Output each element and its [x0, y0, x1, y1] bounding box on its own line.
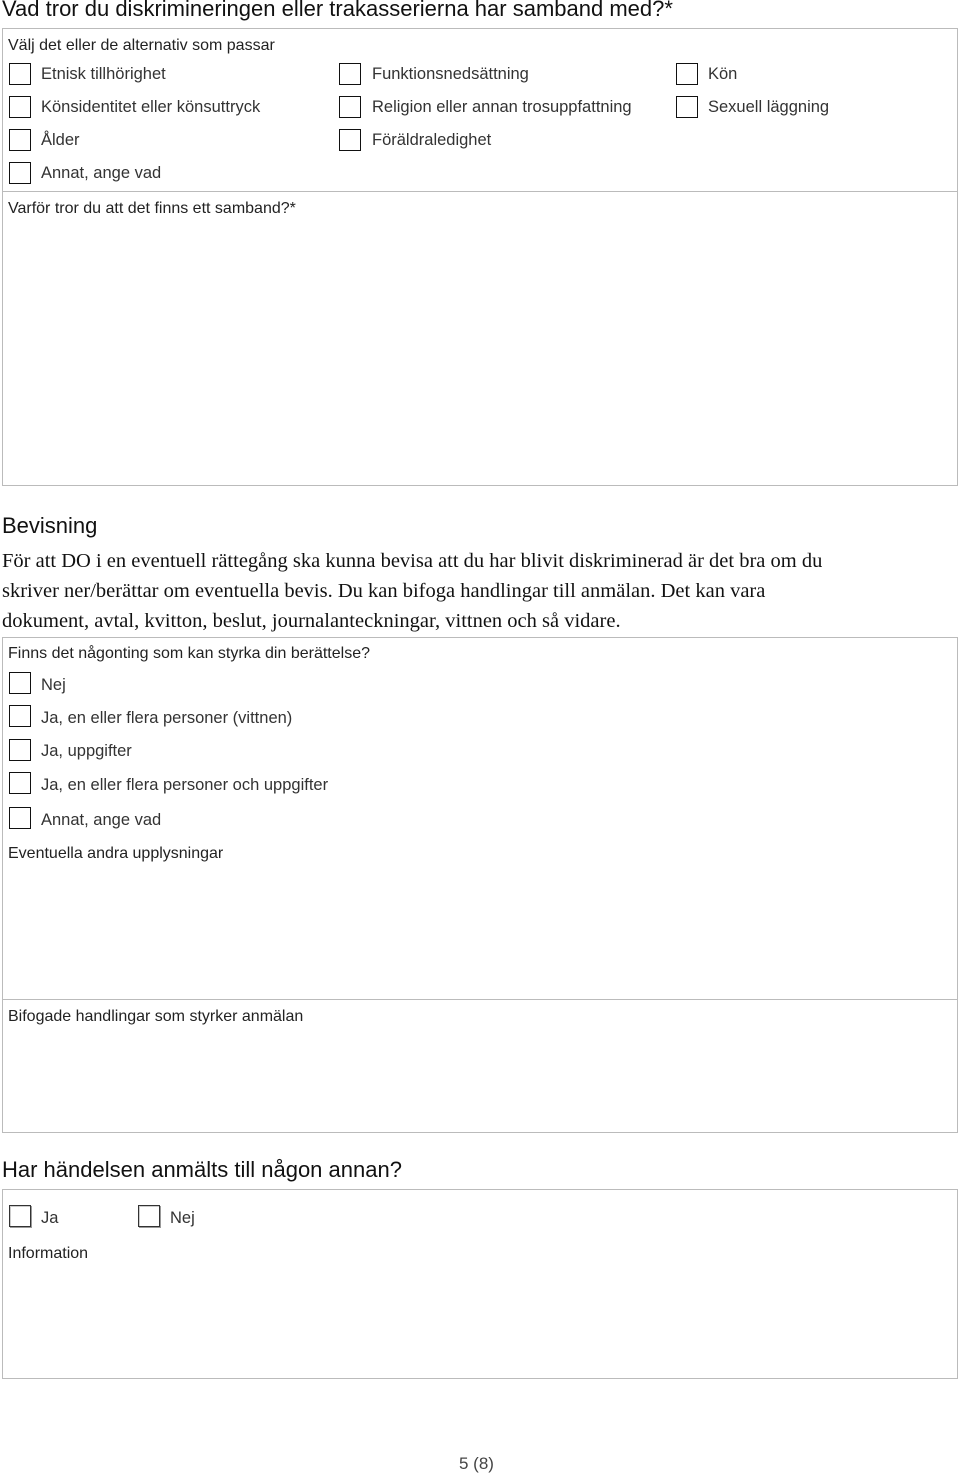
why-connection-textarea[interactable]: [3, 222, 957, 484]
other-info-label: Eventuella andra upplysningar: [8, 845, 224, 862]
option-label: Könsidentitet eller könsuttryck: [41, 98, 261, 116]
section-divider: [2, 191, 958, 192]
option-label: Ålder: [41, 131, 80, 149]
checkbox-ja-reported[interactable]: [9, 1205, 31, 1227]
checkbox-religion[interactable]: [339, 96, 361, 118]
information-textarea[interactable]: [3, 1267, 957, 1377]
reported-heading: Har händelsen anmälts till någon annan?: [2, 1157, 402, 1182]
checkbox-ja-vittnen[interactable]: [9, 705, 31, 727]
checkbox-sexuell-laggning[interactable]: [676, 96, 698, 118]
option-label: Religion eller annan trosuppfattning: [372, 98, 632, 116]
evidence-heading: Bevisning: [2, 513, 98, 538]
attached-docs-textarea[interactable]: [3, 1030, 957, 1131]
checkbox-ja-personer-och-uppgifter[interactable]: [9, 772, 31, 794]
checkbox-kon[interactable]: [676, 63, 698, 85]
checkbox-annat-evidence[interactable]: [9, 807, 31, 829]
checkbox-funktionsnedsattning[interactable]: [339, 63, 361, 85]
checkbox-foraldraledighet[interactable]: [339, 129, 361, 151]
checkbox-alder[interactable]: [9, 129, 31, 151]
checkbox-konsidentitet[interactable]: [9, 96, 31, 118]
question-title-connection: Vad tror du diskrimineringen eller trakasserierna har samband med?*: [2, 0, 673, 21]
option-label: Annat, ange vad: [41, 164, 162, 182]
checkbox-ja-uppgifter[interactable]: [9, 739, 31, 761]
evidence-question: Finns det någonting som kan styrka din berättelse?: [8, 645, 370, 662]
other-info-textarea[interactable]: [3, 867, 957, 997]
option-label: Etnisk tillhörighet: [41, 65, 166, 83]
option-label: Nej: [170, 1209, 195, 1227]
checkbox-annat[interactable]: [9, 162, 31, 184]
instruction-text: Välj det eller de alternativ som passar: [8, 37, 275, 54]
option-label: Kön: [708, 65, 738, 83]
evidence-paragraph-line: skriver ner/berättar om eventuella bevis. Du kan bifoga handlingar till anmälan. Det kan vara: [2, 580, 766, 602]
checkbox-etnisk-tillhorighet[interactable]: [9, 63, 31, 85]
evidence-paragraph-line: För att DO i en eventuell rättegång ska kunna bevisa att du har blivit diskriminerad är det bra om du: [2, 550, 823, 572]
checkbox-nej[interactable]: [9, 672, 31, 694]
attached-docs-label: Bifogade handlingar som styrker anmälan: [8, 1008, 304, 1025]
section-divider: [2, 999, 958, 1000]
option-label: Ja, en eller flera personer och uppgifter: [41, 776, 329, 794]
information-label: Information: [8, 1245, 89, 1262]
option-label: Ja: [41, 1209, 59, 1227]
option-label: Funktionsnedsättning: [372, 65, 529, 83]
checkbox-nej-reported[interactable]: [138, 1205, 160, 1227]
option-label: Ja, uppgifter: [41, 742, 132, 760]
option-label: Föräldraledighet: [372, 131, 492, 149]
option-label: Annat, ange vad: [41, 811, 162, 829]
option-label: Nej: [41, 676, 66, 694]
why-connection-label: Varför tror du att det finns ett samband?*: [8, 200, 296, 217]
option-label: Sexuell läggning: [708, 98, 830, 116]
evidence-paragraph-line: dokument, avtal, kvitton, beslut, journalanteckningar, vittnen och så vidare.: [2, 610, 621, 632]
page-number: 5 (8): [459, 1454, 494, 1473]
option-label: Ja, en eller flera personer (vittnen): [41, 709, 293, 727]
